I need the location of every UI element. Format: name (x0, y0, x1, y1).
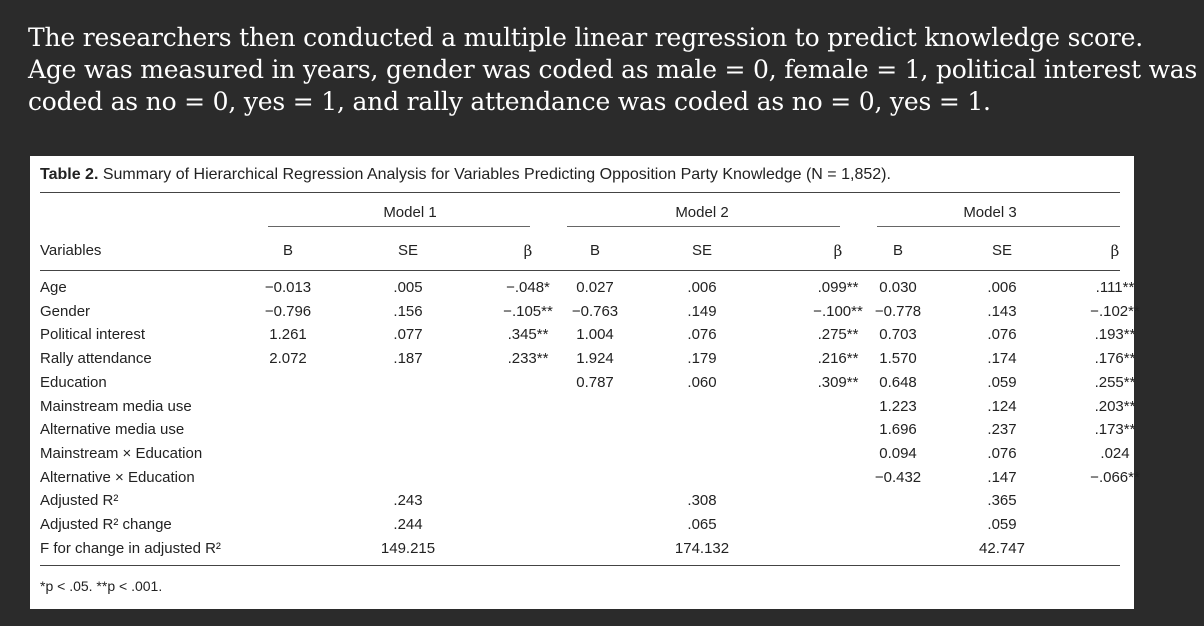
table-cell: .149 (687, 303, 717, 320)
column-header: β (523, 242, 533, 260)
table-cell: .176** (1094, 350, 1136, 367)
table-cell: 0.787 (576, 374, 614, 391)
table-cell: .173** (1094, 421, 1136, 438)
table-cell: .174 (987, 350, 1017, 367)
variables-header: Variables (40, 242, 102, 259)
table-cell: .233** (507, 350, 549, 367)
intro-line-3: coded as no = 0, yes = 1, and rally attendance was coded as no = 0, yes = 1. (28, 87, 991, 116)
table-cell: 1.696 (879, 421, 917, 438)
table-cell: .099** (817, 279, 859, 296)
header-bottom-rule (40, 270, 1120, 271)
model-header-rule-3 (877, 226, 1120, 227)
column-header: SE (991, 242, 1013, 259)
table-cell: 0.648 (879, 374, 917, 391)
table-cell: .244 (393, 516, 423, 533)
table-cell: −.100** (813, 303, 863, 320)
table-cell: 1.570 (879, 350, 917, 367)
table-cell: .345** (507, 326, 549, 343)
row-label: Alternative media use (40, 421, 185, 438)
table-cell: −0.432 (874, 469, 922, 486)
column-header: B (589, 242, 601, 259)
table-cell: .005 (393, 279, 423, 296)
row-label: Political interest (40, 326, 146, 343)
table-cell: 1.004 (576, 326, 614, 343)
column-header: SE (691, 242, 713, 259)
table-cell: .255** (1094, 374, 1136, 391)
table-top-rule (40, 192, 1120, 193)
column-header: β (833, 242, 843, 260)
table-cell: .275** (817, 326, 859, 343)
table-cell: .006 (987, 279, 1017, 296)
table-cell: .237 (987, 421, 1017, 438)
model-header-rule-2 (567, 226, 840, 227)
intro-text (28, 22, 1198, 118)
table-cell: .365 (987, 492, 1017, 509)
column-header: SE (397, 242, 419, 259)
table-cell: −.105** (503, 303, 553, 320)
table-cell: −.048* (506, 279, 550, 296)
table-cell: .059 (987, 374, 1017, 391)
row-label: Adjusted R² change (40, 516, 172, 533)
table-cell: 174.132 (674, 540, 730, 557)
table-cell: .243 (393, 492, 423, 509)
table-cell: .179 (687, 350, 717, 367)
row-label: Alternative × Education (40, 469, 195, 486)
table-cell: .076 (687, 326, 717, 343)
table-cell: −.102** (1090, 303, 1140, 320)
table-cell: .076 (987, 326, 1017, 343)
row-label: Education (40, 374, 107, 391)
table-cell: 1.223 (879, 398, 917, 415)
table-cell: 0.094 (879, 445, 917, 462)
table-cell: .124 (987, 398, 1017, 415)
table-cell: .203** (1094, 398, 1136, 415)
table-caption-number: Table 2. (40, 166, 99, 183)
column-header: β (1110, 242, 1120, 260)
table-bottom-rule (40, 565, 1120, 566)
table-cell: −0.013 (264, 279, 312, 296)
table-cell: .006 (687, 279, 717, 296)
regression-table-card (30, 156, 1140, 609)
table-cell: .060 (687, 374, 717, 391)
table-cell: 2.072 (269, 350, 307, 367)
table-caption (40, 166, 891, 184)
table-cell: .193** (1094, 326, 1136, 343)
table-cell: 0.703 (879, 326, 917, 343)
table-cell: .065 (687, 516, 717, 533)
table-cell: .309** (817, 374, 859, 391)
table-cell: .216** (817, 350, 859, 367)
table-cell: .147 (987, 469, 1017, 486)
row-label: F for change in adjusted R² (40, 540, 221, 557)
table-cell: .187 (393, 350, 423, 367)
table-cell: .077 (393, 326, 423, 343)
table-cell: 0.030 (879, 279, 917, 296)
intro-line-1: The researchers then conducted a multiple linear regression to predict knowledge score. (28, 23, 1143, 52)
table-cell: −0.796 (264, 303, 312, 320)
model-header-1: Model 1 (383, 204, 437, 221)
model-header-2: Model 2 (675, 204, 729, 221)
table-cell: −.066** (1090, 469, 1140, 486)
table-cell: −0.778 (874, 303, 922, 320)
model-header-3: Model 3 (963, 204, 1017, 221)
row-label: Age (40, 279, 67, 296)
table-cell: .156 (393, 303, 423, 320)
row-label: Mainstream media use (40, 398, 192, 415)
table-cell: .059 (987, 516, 1017, 533)
table-cell: .111** (1095, 279, 1135, 296)
table-cell: 149.215 (380, 540, 436, 557)
intro-line-2: Age was measured in years, gender was coded as male = 0, female = 1, political interest was (28, 55, 1198, 84)
table-cell: .308 (687, 492, 717, 509)
table-cell: 42.747 (979, 540, 1025, 557)
table-cell: −0.763 (571, 303, 619, 320)
row-label: Adjusted R² (40, 492, 119, 509)
model-header-rule-1 (268, 226, 530, 227)
column-header: B (282, 242, 294, 259)
table-cell: 0.027 (576, 279, 614, 296)
table-cell: .076 (987, 445, 1017, 462)
row-label: Mainstream × Education (40, 445, 203, 462)
table-cell: 1.924 (576, 350, 614, 367)
table-cell: .143 (987, 303, 1017, 320)
table-note: *p < .05. **p < .001. (40, 578, 163, 594)
row-label: Rally attendance (40, 350, 152, 367)
row-label: Gender (40, 303, 91, 320)
column-header: B (892, 242, 904, 259)
table-caption-text: Summary of Hierarchical Regression Analysis for Variables Predicting Opposition Party Knowledge (N = 1,852). (102, 166, 891, 183)
table-cell: .024 (1100, 445, 1130, 462)
table-cell: 1.261 (269, 326, 307, 343)
